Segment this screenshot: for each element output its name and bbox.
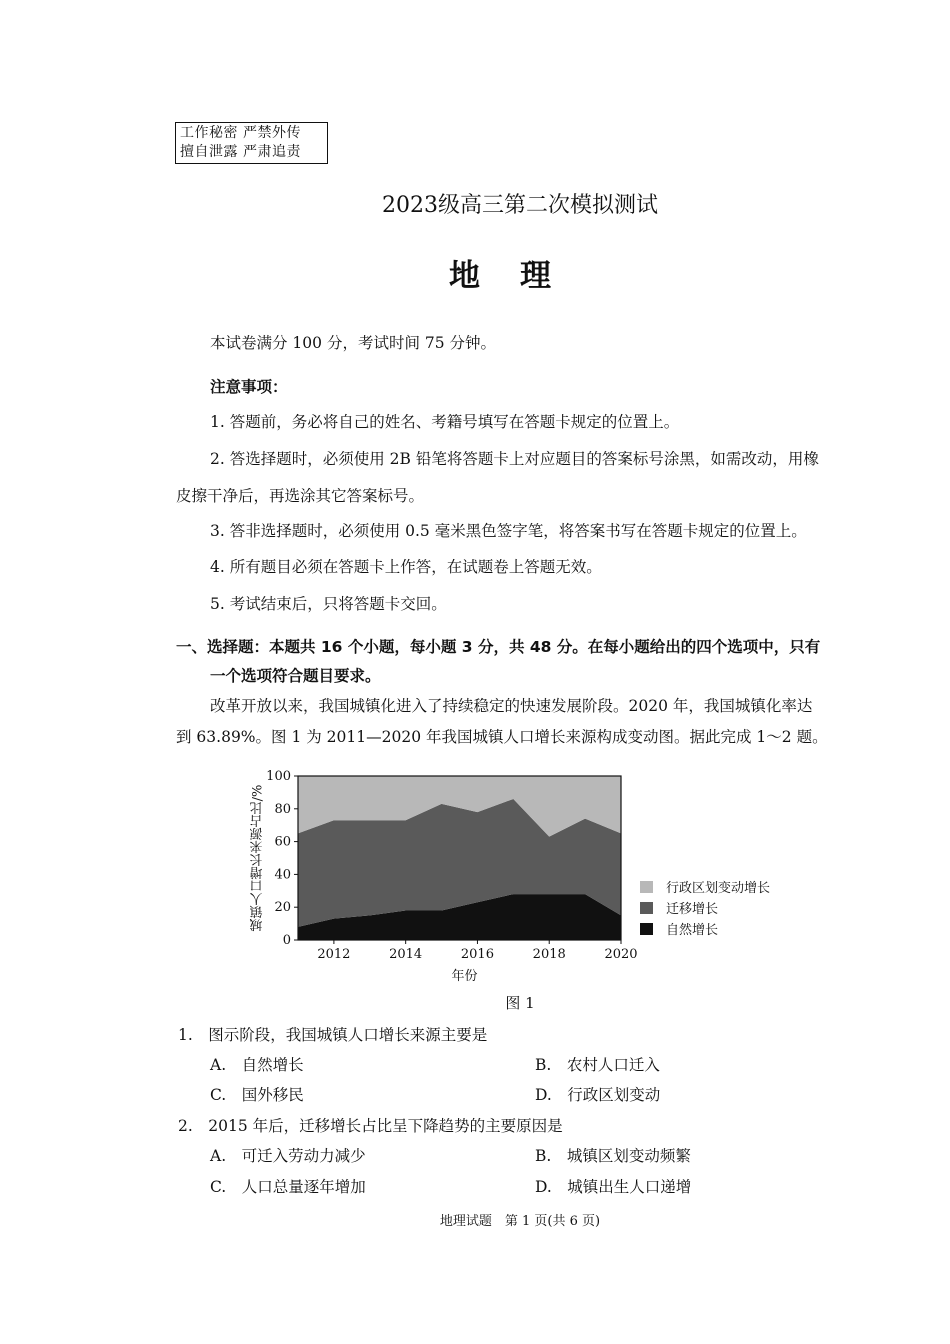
question-1-option-c: C. 国外移民 <box>210 1086 304 1104</box>
notice-item-5: 5. 考试结束后，只将答题卡交回。 <box>210 595 447 613</box>
stamp-line-2: 擅自泄露 严肃追责 <box>180 144 301 160</box>
notice-item-3: 3. 答非选择题时，必须使用 0.5 毫米黑色签字笔，将答案书写在答题卡规定的位置上。 <box>210 522 807 540</box>
notice-item-4: 4. 所有题目必须在答题卡上作答，在试题卷上答题无效。 <box>210 558 602 576</box>
chart-svg <box>240 760 820 988</box>
notice-heading: 注意事项： <box>210 378 288 396</box>
question-1-option-d: D. 行政区划变动 <box>535 1086 661 1104</box>
passage-line-1: 改革开放以来，我国城镇化进入了持续稳定的快速发展阶段。2020 年，我国城镇化率达 <box>210 697 813 715</box>
y-tick-label: 0 <box>282 933 291 948</box>
x-axis-label: 年份 <box>451 969 478 984</box>
x-tick-label: 2020 <box>604 947 638 962</box>
question-1-option-b: B. 农村人口迁入 <box>535 1056 660 1074</box>
x-tick-label: 2014 <box>389 947 423 962</box>
x-tick-label: 2012 <box>317 947 351 962</box>
legend-label: 行政区划变动增长 <box>666 881 771 896</box>
y-tick-label: 60 <box>274 834 291 850</box>
notice-item-2b: 皮擦干净后，再选涂其它答案标号。 <box>176 487 425 505</box>
confidential-stamp <box>175 122 328 164</box>
y-tick-label: 100 <box>266 769 291 784</box>
notice-item-2a: 2. 答选择题时，必须使用 2B 铅笔将答题卡上对应题目的答案标号涂黑，如需改动，用橡 <box>210 450 819 468</box>
legend-swatch <box>640 902 653 914</box>
exam-title: 2023级高三第二次模拟测试 <box>382 193 658 218</box>
subject-title: 地理 <box>449 258 591 294</box>
section-1-line-1: 一、选择题：本题共 16 个小题，每小题 3 分，共 48 分。在每小题给出的四个选项中，只有 <box>176 638 821 656</box>
intro-text: 本试卷满分 100 分，考试时间 75 分钟。 <box>210 334 497 352</box>
x-tick-label: 2018 <box>532 947 566 962</box>
legend-label: 迁移增长 <box>666 902 719 917</box>
figure-1-chart <box>240 760 820 988</box>
x-tick-label: 2016 <box>460 947 494 962</box>
stamp-line-1: 工作秘密 严禁外传 <box>180 125 301 141</box>
question-2-option-c: C. 人口总量逐年增加 <box>210 1178 366 1196</box>
question-2-stem: 2. 2015 年后，迁移增长占比呈下降趋势的主要原因是 <box>178 1117 563 1135</box>
y-axis-label: 城镇人口增长来源占比/% <box>250 784 266 932</box>
legend-swatch <box>640 881 653 893</box>
section-1-line-2: 一个选项符合题目要求。 <box>210 667 381 685</box>
y-tick-label: 20 <box>274 900 291 916</box>
legend-label: 自然增长 <box>666 923 719 938</box>
question-1-option-a: A. 自然增长 <box>210 1056 304 1074</box>
page-footer: 地理试题 第 1 页(共 6 页) <box>439 1214 601 1229</box>
passage-line-2: 到 63.89%。图 1 为 2011—2020 年我国城镇人口增长来源构成变动图。据此完成 1～2 题。 <box>176 728 828 746</box>
question-1-stem: 1. 图示阶段，我国城镇人口增长来源主要是 <box>178 1026 488 1044</box>
figure-caption: 图 1 <box>505 994 535 1012</box>
y-tick-label: 40 <box>274 867 291 883</box>
notice-item-1: 1. 答题前，务必将自己的姓名、考籍号填写在答题卡规定的位置上。 <box>210 413 680 431</box>
question-2-option-d: D. 城镇出生人口递增 <box>535 1178 692 1196</box>
legend-swatch <box>640 923 653 935</box>
question-2-option-b: B. 城镇区划变动频繁 <box>535 1147 691 1165</box>
y-tick-label: 80 <box>274 801 291 817</box>
question-2-option-a: A. 可迁入劳动力减少 <box>210 1147 366 1165</box>
